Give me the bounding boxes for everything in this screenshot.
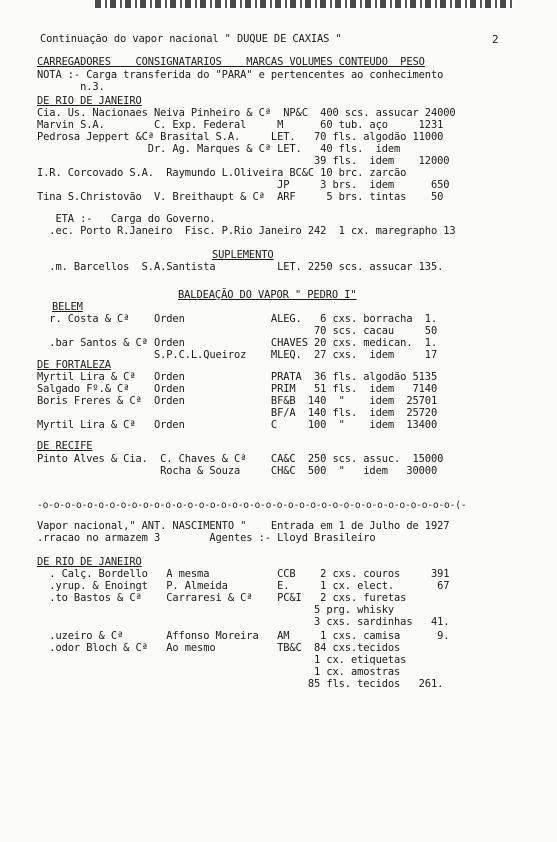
- table-row: Tina S.Christovão V. Breithaupt & Cª ARF 5 brs. tintas 50: [37, 191, 444, 203]
- table-row: .to Bastos & Cª Carraresi & Cª PC&I 2 cxs. furetas: [37, 592, 407, 604]
- table-row: Pinto Alves & Cia. C. Chaves & Cª CA&C 250 scs. assuc. 15000: [37, 453, 444, 465]
- page-number: 2: [492, 33, 499, 46]
- table-row: 70 scs. cacau 50: [37, 325, 438, 337]
- section-heading: SUPLEMENTO: [212, 249, 274, 261]
- vessel-line: Vapor nacional," ANT. NASCIMENTO " Entrada em 1 de Julho de 1927: [37, 520, 450, 532]
- table-row: 5 prg. whisky: [37, 604, 395, 616]
- table-row: I.R. Corcovado S.A. Raymundo L.Oliveira BC&C 10 brc. zarcão: [37, 167, 407, 179]
- storage-line: .rracao no armazem 3 Agentes :- Lloyd Brasileiro: [37, 532, 376, 544]
- note-line: ETA :- Carga do Governo.: [37, 213, 216, 225]
- section-heading: DE RIO DE JANEIRO: [37, 95, 142, 107]
- table-row: Marvin S.A. C. Exp. Federal M 60 tub. aço 1231: [37, 119, 444, 131]
- table-row: 3 cxs. sardinhas 41.: [37, 616, 450, 628]
- table-row: .ec. Porto R.Janeiro Fisc. P.Rio Janeiro 242 1 cx. maregrapho 13: [37, 225, 456, 237]
- table-row: 39 fls. idem 12000: [37, 155, 450, 167]
- column-headers: CARREGADORES CONSIGNATARIOS MARCAS VOLUMES CONTEUDO PESO: [37, 56, 425, 68]
- table-row: Boris Freres & Cª Orden BF&B 140 " idem 25701: [37, 395, 438, 407]
- table-row: JP 3 brs. idem 650: [37, 179, 450, 191]
- table-row: S.P.C.L.Queiroz MLEQ. 27 cxs. idem 17: [37, 349, 438, 361]
- table-row: 1 cx. etiquetas: [37, 654, 407, 666]
- section-heading: BALDEAÇÃO DO VAPOR " PEDRO I": [178, 289, 357, 301]
- table-row: r. Costa & Cª Orden ALEG. 6 cxs. borracha 1.: [37, 313, 438, 325]
- table-row: .m. Barcellos S.A.Santista LET. 2250 scs. assucar 135.: [37, 261, 444, 273]
- table-row: BF/A 140 fls. idem 25720: [37, 407, 438, 419]
- table-row: 1 cx. amostras: [37, 666, 401, 678]
- section-heading: DE RECIFE: [37, 440, 93, 452]
- section-heading: BELEM: [52, 301, 83, 313]
- section-heading: DE FORTALEZA: [37, 359, 111, 371]
- table-row: Myrtil Lira & Cª Orden C 100 " idem 13400: [37, 419, 438, 431]
- table-row: Salgado Fº.& Cª Orden PRIM 51 fls. idem 7140: [37, 383, 438, 395]
- table-row: . Calç. Bordello A mesma CCB 2 cxs. couros 391: [37, 568, 450, 580]
- separator-line: -o-o-o-o-o-o-o-o-o-o-o-o-o-o-o-o-o-o-o-o-o-o-o-o-o-o-o-o-o-o-o-o-o-o-o-o-o-(-: [37, 500, 467, 511]
- table-row: Rocha & Souza CH&C 500 " idem 30000: [37, 465, 438, 477]
- table-row: .yrup. & Enoingt P. Almeida E. 1 cx. elect. 67: [37, 580, 450, 592]
- document-title: Continuação do vapor nacional " DUQUE DE CAXIAS ": [40, 33, 342, 45]
- table-row: Myrtil Lira & Cª Orden PRATA 36 fls. algodão 5135: [37, 371, 438, 383]
- table-row: Cia. Us. Nacionaes Neiva Pinheiro & Cª NP&C 400 scs. assucar 24000: [37, 107, 456, 119]
- scan-edge-marks: [95, 0, 515, 8]
- table-row: .bar Santos & Cª Orden CHAVES 20 cxs. medican. 1.: [37, 337, 438, 349]
- table-row: Pedrosa Jeppert &Cª Brasital S.A. LET. 70 fls. algodão 11000: [37, 131, 444, 143]
- table-row: .uzeiro & Cª Affonso Moreira AM 1 cxs. camisa 9.: [37, 630, 450, 642]
- table-row: Dr. Ag. Marques & Cª LET. 40 fls. idem: [37, 143, 401, 155]
- note-line: NOTA :- Carga transferida do "PARA" e pertencentes ao conhecimento: [37, 69, 444, 81]
- section-heading: DE RIO DE JANEIRO: [37, 556, 142, 568]
- table-row: 85 fls. tecidos 261.: [37, 678, 444, 690]
- note-line: n.3.: [37, 81, 105, 93]
- table-row: .odor Bloch & Cª Ao mesmo TB&C 84 cxs.tecidos: [37, 642, 401, 654]
